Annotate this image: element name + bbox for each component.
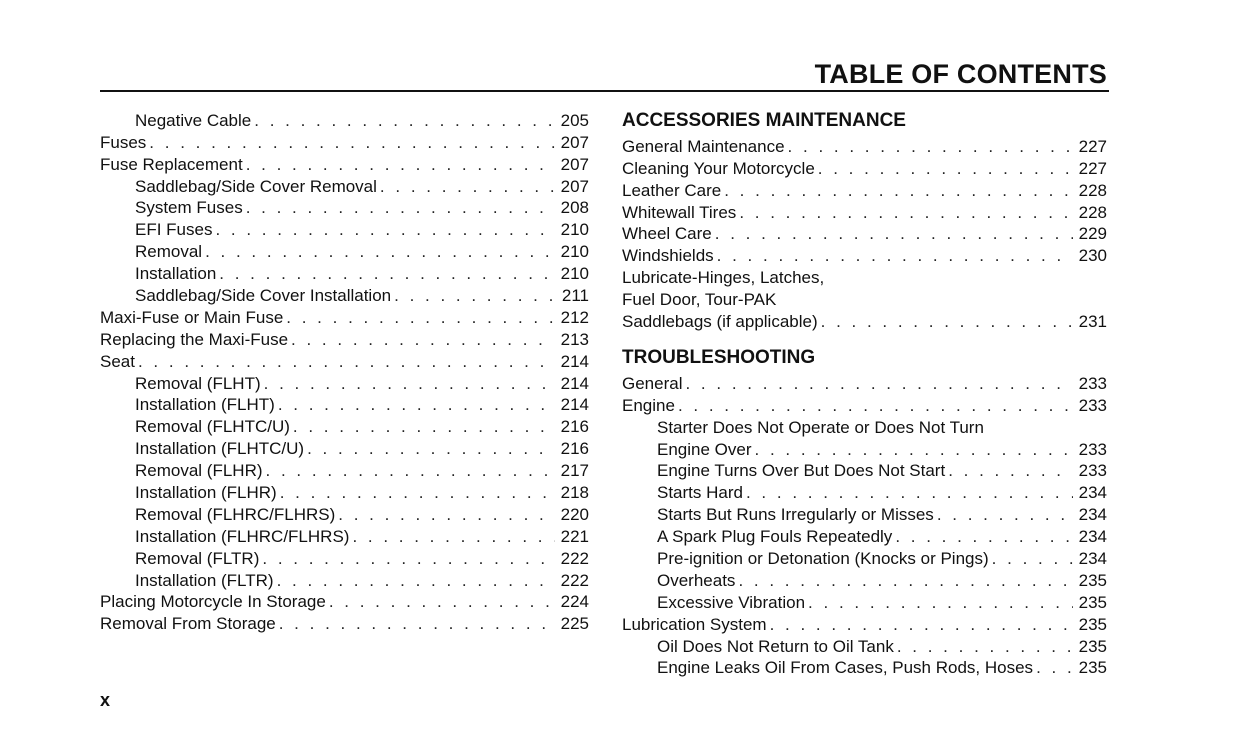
toc-entry [100, 371, 589, 393]
toc-entry-page: 235 [1078, 570, 1107, 590]
toc-entry-page: 228 [1078, 180, 1107, 200]
toc-entry-page: 212 [560, 307, 589, 327]
toc-entry [622, 656, 1107, 678]
accessories-list [622, 134, 1107, 331]
toc-entry-label: Saddlebag/Side Cover Removal [135, 176, 377, 196]
toc-entry-page: 235 [1078, 636, 1107, 656]
toc-entry [622, 480, 1107, 502]
toc-entry [100, 305, 589, 327]
toc-entry-label: A Spark Plug Fouls Repeatedly [657, 527, 893, 547]
toc-entry-label: Starts But Runs Irregularly or Misses [657, 505, 934, 525]
toc-entry [100, 568, 589, 590]
toc-entry-page: 233 [1078, 373, 1107, 393]
dot-leader [937, 505, 1073, 524]
dot-leader [770, 615, 1073, 634]
toc-entry-label: Wheel Care [622, 224, 712, 244]
toc-entry [622, 459, 1107, 481]
toc-entry [622, 156, 1107, 178]
toc-entry-label: Installation (FLHTC/U) [135, 439, 305, 459]
toc-entry-label: Engine Turns Over But Does Not Start [657, 461, 946, 481]
toc-entry-label: Lubrication System [622, 614, 767, 634]
toc-entry [622, 178, 1107, 200]
toc-entry-label: Removal From Storage [100, 614, 276, 634]
toc-entry [622, 568, 1107, 590]
dot-leader [266, 461, 555, 480]
toc-left-column [100, 108, 589, 633]
toc-entry [622, 222, 1107, 244]
troubleshooting-heading: TROUBLESHOOTING [622, 347, 816, 369]
dot-leader [307, 439, 555, 458]
toc-entry-page: 231 [1078, 312, 1107, 332]
toc-entry [100, 152, 589, 174]
toc-entry-page: 207 [560, 154, 589, 174]
toc-entry-label: Replacing the Maxi-Fuse [100, 329, 289, 349]
dot-leader [219, 264, 554, 283]
toc-entry-label: System Fuses [135, 198, 243, 218]
dot-leader [138, 352, 555, 371]
toc-entry [100, 590, 589, 612]
dot-leader [821, 312, 1073, 331]
toc-entry-page: 216 [560, 439, 589, 459]
toc-entry [622, 590, 1107, 612]
dot-leader [715, 224, 1073, 243]
dot-leader [897, 637, 1073, 656]
accessories-heading: ACCESSORIES MAINTENANCE [622, 110, 906, 131]
dot-leader [808, 593, 1073, 612]
toc-entry [100, 502, 589, 524]
toc-entry [100, 283, 589, 305]
toc-entry-label: Overheats [657, 570, 736, 590]
toc-entry [100, 108, 589, 130]
toc-entry [100, 217, 589, 239]
dot-leader [277, 571, 555, 590]
toc-entry-page: 235 [1078, 592, 1107, 612]
toc-entry [622, 502, 1107, 524]
toc-entry [622, 546, 1107, 568]
toc-entry-page: 235 [1078, 614, 1107, 634]
dot-leader [685, 374, 1072, 393]
toc-entry [100, 349, 589, 371]
toc-entry [100, 327, 589, 349]
toc-entry-label: Installation (FLHT) [135, 395, 275, 415]
dot-leader [149, 133, 554, 152]
toc-entry [100, 196, 589, 218]
toc-entry-label: Oil Does Not Return to Oil Tank [657, 636, 894, 656]
toc-entry [100, 239, 589, 261]
toc-entry-page: 222 [560, 570, 589, 590]
toc-entry-page: 225 [560, 614, 589, 634]
toc-entry-label: Starter Does Not Operate or Does Not Turn [657, 417, 984, 437]
toc-entry-page: 234 [1078, 527, 1107, 547]
dot-leader [678, 396, 1073, 415]
dot-leader [286, 308, 554, 327]
toc-entry-page: 234 [1078, 483, 1107, 503]
toc-entry-label: Engine [622, 395, 675, 415]
title-rule [100, 90, 1109, 92]
dot-leader [948, 461, 1072, 480]
dot-leader [338, 505, 554, 524]
toc-entry [622, 415, 1107, 437]
toc-entry [622, 393, 1107, 415]
toc-entry-page: 229 [1078, 224, 1107, 244]
toc-entry [622, 634, 1107, 656]
toc-entry-page: 233 [1078, 461, 1107, 481]
toc-entry-label: Installation [135, 264, 217, 284]
dot-leader [746, 483, 1073, 502]
toc-entry-label: Fuel Door, Tour-PAK [622, 290, 777, 310]
toc-entry-label: Leather Care [622, 180, 722, 200]
toc-entry-label: Maxi-Fuse or Main Fuse [100, 307, 284, 327]
toc-entry [100, 261, 589, 283]
toc-entry-label: Excessive Vibration [657, 592, 806, 612]
toc-entry-label: EFI Fuses [135, 220, 213, 240]
dot-leader [788, 137, 1073, 156]
dot-leader [280, 483, 555, 502]
dot-leader [279, 614, 555, 633]
dot-leader [1036, 658, 1073, 677]
toc-entry [100, 414, 589, 436]
toc-entry-label: Removal (FLTR) [135, 548, 260, 568]
toc-entry-label: General Maintenance [622, 136, 785, 156]
toc-entry-page: 227 [1078, 158, 1107, 178]
toc-entry-page: 217 [560, 461, 589, 481]
toc-entry-page: 221 [560, 526, 589, 546]
toc-entry-page: 208 [560, 198, 589, 218]
dot-leader [293, 417, 555, 436]
toc-entry [100, 524, 589, 546]
toc-entry-label: Saddlebag/Side Cover Installation [135, 286, 392, 306]
toc-entry-page: 210 [560, 220, 589, 240]
toc-entry [622, 134, 1107, 156]
toc-entry-label: Installation (FLHR) [135, 483, 277, 503]
toc-entry-page: 211 [561, 286, 589, 306]
toc-entry-page: 220 [560, 504, 589, 524]
toc-entry-label: Negative Cable [135, 110, 252, 130]
toc-entry-label: Removal (FLHRC/FLHRS) [135, 504, 336, 524]
toc-entry [100, 480, 589, 502]
dot-leader [755, 440, 1073, 459]
toc-entry-label: Removal (FLHT) [135, 373, 261, 393]
toc-entry-label: Fuses [100, 132, 147, 152]
toc-entry-label: Placing Motorcycle In Storage [100, 592, 326, 612]
dot-leader [205, 242, 555, 261]
dot-leader [739, 203, 1072, 222]
dot-leader [895, 527, 1072, 546]
toc-entry-page: 214 [560, 351, 589, 371]
toc-entry-page: 224 [560, 592, 589, 612]
dot-leader [254, 111, 554, 130]
toc-entry-page: 233 [1078, 439, 1107, 459]
dot-leader [717, 246, 1073, 265]
toc-entry-label: Starts Hard [657, 483, 743, 503]
toc-entry-label: Engine Leaks Oil From Cases, Push Rods, Hoses [657, 658, 1034, 678]
toc-entry-label: Installation (FLTR) [135, 570, 274, 590]
toc-entry-page: 234 [1078, 505, 1107, 525]
toc-entry [622, 371, 1107, 393]
dot-leader [352, 527, 554, 546]
toc-entry [100, 393, 589, 415]
page-title: TABLE OF CONTENTS [814, 59, 1107, 89]
toc-right-column [622, 108, 1107, 677]
dot-leader [264, 374, 555, 393]
toc-entry-page: 214 [560, 373, 589, 393]
dot-leader [329, 592, 555, 611]
dot-leader [278, 395, 555, 414]
toc-entry-page: 235 [1078, 658, 1107, 678]
toc-entry [622, 309, 1107, 331]
page-number: x [100, 690, 111, 710]
toc-entry-label: Fuse Replacement [100, 154, 243, 174]
toc-entry-page: 210 [560, 242, 589, 262]
toc-entry [622, 200, 1107, 222]
toc-entry [100, 458, 589, 480]
toc-entry-page: 205 [560, 110, 589, 130]
dot-leader [724, 181, 1072, 200]
toc-entry-page: 227 [1078, 136, 1107, 156]
dot-leader [262, 549, 554, 568]
troubleshooting-list [622, 371, 1107, 677]
toc-entry-label: Cleaning Your Motorcycle [622, 158, 815, 178]
toc-entry-label: Installation (FLHRC/FLHRS) [135, 526, 350, 546]
toc-entry-page: 233 [1078, 395, 1107, 415]
toc-entry-label: Pre-ignition or Detonation (Knocks or Pings) [657, 549, 989, 569]
toc-entry-label: General [622, 373, 683, 393]
toc-entry-page: 216 [560, 417, 589, 437]
dot-leader [992, 549, 1073, 568]
toc-entry-label: Seat [100, 351, 135, 371]
toc-entry-label: Removal (FLHTC/U) [135, 417, 290, 437]
toc-entry [622, 612, 1107, 634]
toc-entry-page: 230 [1078, 246, 1107, 266]
toc-entry [622, 265, 1107, 287]
toc-entry-page: 218 [560, 483, 589, 503]
toc-entry-label: Lubricate-Hinges, Latches, [622, 268, 825, 288]
toc-entry-page: 214 [560, 395, 589, 415]
toc-entry [622, 243, 1107, 265]
toc-entry-label: Engine Over [657, 439, 752, 459]
toc-entry-label: Removal (FLHR) [135, 461, 263, 481]
toc-entry [100, 130, 589, 152]
dot-leader [291, 330, 555, 349]
dot-leader [215, 220, 554, 239]
dot-leader [246, 198, 555, 217]
toc-entry-page: 228 [1078, 202, 1107, 222]
toc-entry-page: 207 [560, 132, 589, 152]
toc-entry [100, 174, 589, 196]
toc-entry [100, 436, 589, 458]
dot-leader [818, 159, 1073, 178]
dot-leader [246, 155, 555, 174]
toc-entry-label: Saddlebags (if applicable) [622, 312, 818, 332]
toc-entry [622, 524, 1107, 546]
toc-entry [622, 287, 1107, 309]
toc-entry-label: Whitewall Tires [622, 202, 737, 222]
toc-entry-page: 207 [560, 176, 589, 196]
toc-entry-label: Windshields [622, 246, 714, 266]
toc-entry-page: 234 [1078, 549, 1107, 569]
toc-entry [100, 611, 589, 633]
toc-entry-label: Removal [135, 242, 203, 262]
toc-entry-page: 213 [560, 329, 589, 349]
dot-leader [394, 286, 556, 305]
dot-leader [380, 177, 555, 196]
dot-leader [738, 571, 1072, 590]
toc-entry-page: 222 [560, 548, 589, 568]
toc-entry-page: 210 [560, 264, 589, 284]
toc-entry [622, 437, 1107, 459]
toc-entry [100, 546, 589, 568]
